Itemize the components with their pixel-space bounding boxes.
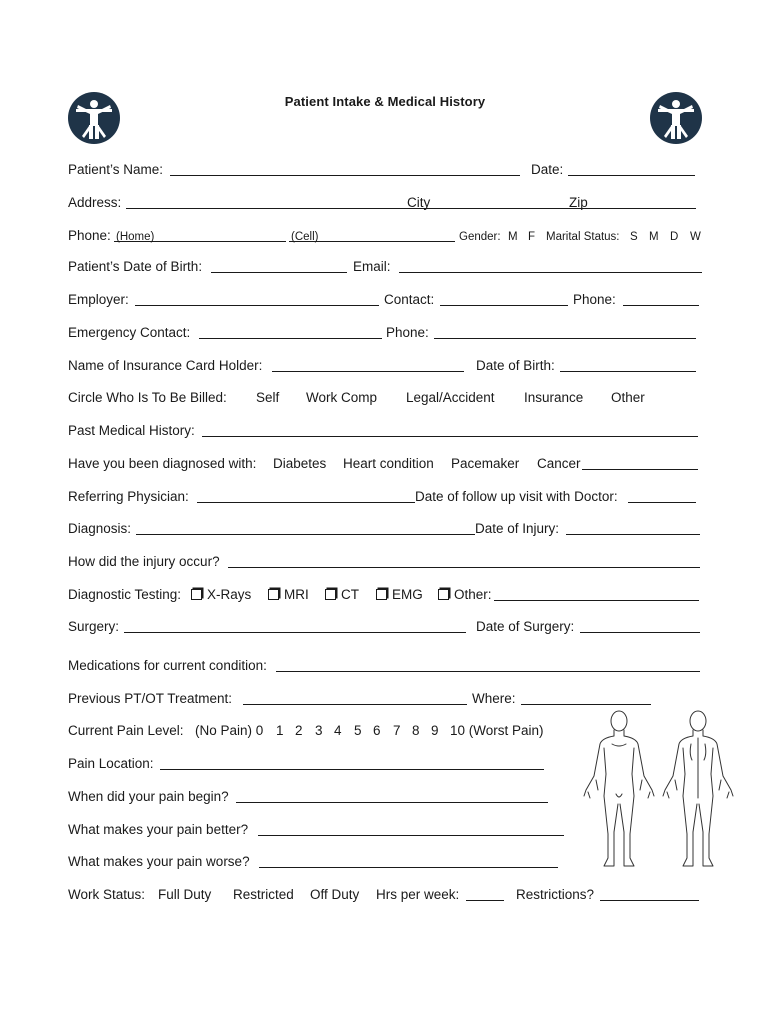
pain-scale-8[interactable]: 8	[412, 723, 420, 738]
followup-field[interactable]	[628, 502, 696, 503]
testing-other-field[interactable]	[494, 600, 699, 601]
insurance-holder-label: Name of Insurance Card Holder:	[68, 358, 263, 373]
holder-dob-field[interactable]	[560, 371, 696, 372]
injury-date-field[interactable]	[566, 534, 700, 535]
insurance-holder-field[interactable]	[272, 371, 464, 372]
pain-scale-1[interactable]: 1	[276, 723, 284, 738]
emergency-contact-label: Emergency Contact:	[68, 325, 191, 340]
email-label: Email:	[353, 259, 391, 274]
pain-level-label: Current Pain Level:	[68, 723, 184, 738]
emergency-phone-field[interactable]	[434, 338, 696, 339]
past-history-field[interactable]	[202, 436, 698, 437]
medications-label: Medications for current condition:	[68, 658, 267, 673]
injury-date-label: Date of Injury:	[475, 521, 560, 536]
work-option-restricted[interactable]: Restricted	[233, 887, 294, 902]
hrs-week-field[interactable]	[466, 900, 504, 901]
surgery-field[interactable]	[124, 632, 466, 633]
testing-option-ct[interactable]	[325, 586, 359, 604]
pain-begin-label: When did your pain begin?	[68, 789, 229, 804]
pain-begin-field[interactable]	[236, 802, 548, 803]
employer-phone-field[interactable]	[623, 305, 699, 306]
pain-better-field[interactable]	[258, 835, 564, 836]
followup-label: Date of follow up visit with Doctor:	[415, 489, 618, 504]
testing-option-other-label: Other:	[454, 587, 492, 602]
patient-name-field[interactable]	[170, 175, 520, 176]
marital-status-label: Marital Status:	[546, 231, 620, 243]
holder-dob-label: Date of Birth:	[476, 358, 555, 373]
pain-scale-6[interactable]: 6	[373, 723, 381, 738]
zip-label: Zip	[569, 195, 588, 210]
checkbox-icon[interactable]	[268, 589, 279, 600]
home-label: (Home)	[116, 231, 155, 243]
diagnosed-option-cancer[interactable]: Cancer	[537, 456, 581, 471]
pain-scale-5[interactable]: 5	[354, 723, 362, 738]
diagnosed-option-heart-condition[interactable]: Heart condition	[343, 456, 434, 471]
pain-worse-label: What makes your pain worse?	[68, 854, 250, 869]
previous-pt-field[interactable]	[243, 704, 467, 705]
gender-label: Gender:	[459, 231, 501, 243]
pain-scale-3[interactable]: 3	[315, 723, 323, 738]
billed-option-insurance[interactable]: Insurance	[524, 390, 584, 405]
restrictions-label: Restrictions?	[516, 887, 595, 902]
employer-phone-label: Phone:	[573, 292, 616, 307]
where-label: Where:	[472, 691, 516, 706]
date-field[interactable]	[568, 175, 695, 176]
diagnostic-testing-label: Diagnostic Testing:	[68, 587, 182, 602]
diagnosed-option-pacemaker[interactable]: Pacemaker	[451, 456, 520, 471]
restrictions-field[interactable]	[600, 900, 699, 901]
referring-physician-field[interactable]	[197, 502, 415, 503]
contact-label: Contact:	[384, 292, 435, 307]
pain-worse-field[interactable]	[259, 867, 558, 868]
testing-option-other[interactable]	[438, 586, 492, 604]
where-field[interactable]	[521, 704, 651, 705]
past-history-label: Past Medical History:	[68, 423, 195, 438]
marital-m-option[interactable]: M	[649, 231, 659, 243]
cell-label: (Cell)	[291, 231, 319, 243]
checkbox-icon[interactable]	[438, 589, 449, 600]
testing-option-emg[interactable]	[376, 586, 423, 604]
pain-scale-2[interactable]: 2	[295, 723, 303, 738]
marital-w-option[interactable]: W	[690, 231, 701, 243]
how-injury-field[interactable]	[228, 567, 700, 568]
phone-label: Phone:	[68, 228, 111, 243]
emergency-phone-label: Phone:	[386, 325, 429, 340]
city-label: City	[407, 195, 431, 210]
surgery-date-field[interactable]	[580, 632, 700, 633]
testing-option-xrays-label: X-Rays	[207, 587, 252, 602]
how-injury-label: How did the injury occur?	[68, 554, 220, 569]
surgery-label: Surgery:	[68, 619, 120, 634]
page-title: Patient Intake & Medical History	[284, 94, 486, 109]
pain-scale-7[interactable]: 7	[393, 723, 401, 738]
address-label: Address:	[68, 195, 122, 210]
marital-s-option[interactable]: S	[630, 231, 638, 243]
emergency-contact-field[interactable]	[199, 338, 382, 339]
billed-option-self[interactable]: Self	[256, 390, 280, 405]
pain-location-label: Pain Location:	[68, 756, 154, 771]
surgery-date-label: Date of Surgery:	[476, 619, 575, 634]
diagnosis-field[interactable]	[136, 534, 475, 535]
hrs-week-label: Hrs per week:	[376, 887, 460, 902]
patient-name-label: Patient’s Name:	[68, 162, 164, 177]
cancer-field[interactable]	[582, 469, 698, 470]
checkbox-icon[interactable]	[325, 589, 336, 600]
body-front-figure[interactable]	[584, 711, 654, 866]
pain-scale-4[interactable]: 4	[334, 723, 342, 738]
billed-option-other[interactable]: Other	[611, 390, 645, 405]
testing-option-xrays[interactable]	[191, 586, 251, 604]
testing-option-emg-label: EMG	[392, 587, 423, 602]
pain-better-label: What makes your pain better?	[68, 822, 249, 837]
checkbox-icon[interactable]	[191, 589, 202, 600]
diagnosis-label: Diagnosis:	[68, 521, 132, 536]
diagnosed-option-diabetes[interactable]: Diabetes	[273, 456, 327, 471]
billed-option-legal-accident[interactable]: Legal/Accident	[406, 390, 495, 405]
body-chart[interactable]	[578, 708, 740, 872]
marital-d-option[interactable]: D	[670, 231, 679, 243]
testing-option-mri[interactable]	[268, 586, 309, 604]
billed-label: Circle Who Is To Be Billed:	[68, 390, 227, 405]
pain-scale-no-pain[interactable]: (No Pain) 0	[195, 723, 264, 738]
body-back-figure[interactable]	[663, 711, 733, 866]
previous-pt-label: Previous PT/OT Treatment:	[68, 691, 233, 706]
pain-location-field[interactable]	[160, 769, 544, 770]
dob-field[interactable]	[211, 272, 347, 273]
employer-label: Employer:	[68, 292, 129, 307]
medications-field[interactable]	[276, 671, 700, 672]
billed-option-work-comp[interactable]: Work Comp	[306, 390, 378, 405]
referring-physician-label: Referring Physician:	[68, 489, 189, 504]
date-label: Date:	[531, 162, 564, 177]
employer-field[interactable]	[135, 305, 379, 306]
testing-option-mri-label: MRI	[284, 587, 309, 602]
checkbox-icon[interactable]	[376, 589, 387, 600]
gender-f-option[interactable]: F	[528, 231, 536, 243]
diagnosed-label: Have you been diagnosed with:	[68, 456, 257, 471]
email-field[interactable]	[399, 272, 702, 273]
testing-option-ct-label: CT	[341, 587, 359, 602]
contact-field[interactable]	[440, 305, 568, 306]
work-option-off-duty[interactable]: Off Duty	[310, 887, 360, 902]
work-option-full-duty[interactable]: Full Duty	[158, 887, 212, 902]
dob-label: Patient’s Date of Birth:	[68, 259, 203, 274]
pain-scale-worst[interactable]: 10 (Worst Pain)	[450, 723, 544, 738]
pain-scale-9[interactable]: 9	[431, 723, 439, 738]
gender-m-option[interactable]: M	[508, 231, 518, 243]
work-status-label: Work Status:	[68, 887, 146, 902]
